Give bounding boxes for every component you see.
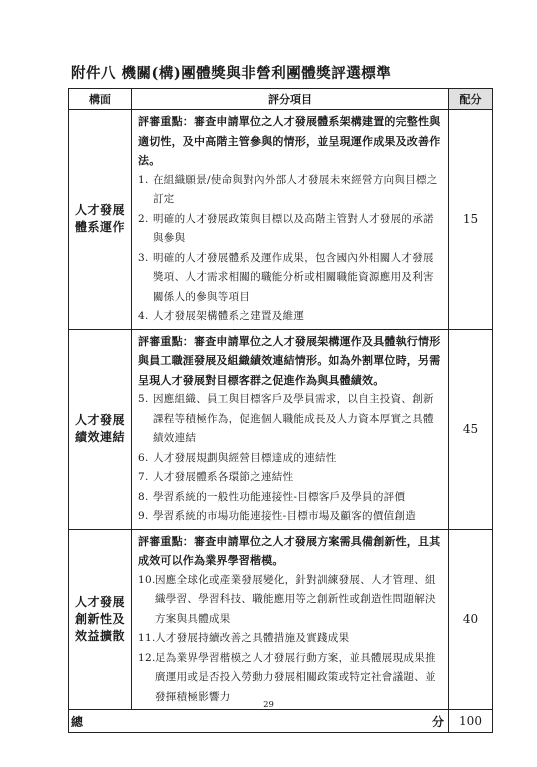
total-label-left: 總	[71, 715, 84, 729]
dimension-label: 人才發展體系運作	[75, 203, 126, 235]
item-number: 8.	[138, 490, 149, 503]
score-cell: 15	[449, 110, 493, 330]
item-text: 人才發展持續改善之具體措施及實踐成果	[155, 632, 350, 644]
item-number: 4.	[138, 310, 149, 322]
table-row	[69, 110, 493, 330]
table-row	[69, 529, 493, 710]
total-score: 100	[449, 710, 493, 733]
item-number: 9.	[138, 510, 149, 522]
review-focus: 評審重點：審查申請單位之人才發展體系架構建置的完整性與適切性，及中高階主管參與的情形，並呈現運作成果及改善作法。	[138, 115, 441, 167]
item-text: 人才發展架構體系之建置及維運	[153, 310, 305, 322]
item-number: 12.	[138, 651, 156, 664]
criteria-cell	[132, 329, 449, 529]
list-item	[138, 629, 443, 649]
list-item	[138, 390, 443, 449]
header-dimension: 構面	[69, 89, 132, 110]
list-item	[138, 649, 443, 708]
dimension-label: 人才發展創新性及效益擴散	[75, 594, 126, 643]
score-cell: 40	[449, 529, 493, 710]
criteria-table	[68, 88, 493, 733]
dimension-cell	[69, 329, 132, 529]
total-label-right: 分	[431, 715, 444, 729]
item-text: 在組織願景/使命與對內外部人才發展未來經營方向與目標之訂定	[153, 173, 438, 205]
item-number: 5.	[138, 393, 149, 405]
item-number: 6.	[138, 451, 149, 464]
criteria-cell	[132, 529, 449, 710]
dimension-cell	[69, 110, 132, 330]
list-item	[138, 210, 443, 249]
item-text: 足為業界學習楷模之人才發展行動方案，並具體展現成果推廣運用或是否投入勞動力發展相關政策或特定社會議題、並發揮積極影響力	[155, 651, 436, 703]
item-text: 學習系統的一般性功能連接性-目標客戶及學員的評價	[153, 490, 406, 503]
list-item	[138, 249, 443, 308]
item-text: 人才發展規劃與經營目標達成的連結性	[153, 451, 337, 464]
dimension-cell	[69, 529, 132, 710]
header-criteria: 評分項目	[132, 89, 449, 110]
criteria-cell	[132, 110, 449, 330]
item-number: 10.	[138, 573, 156, 586]
list-item	[138, 488, 443, 508]
item-number: 1.	[138, 173, 149, 186]
item-number: 2.	[138, 212, 149, 225]
table-header-row	[69, 89, 493, 110]
page-title: 附件八 機關(構)團體獎與非營利團體獎評選標準	[71, 65, 392, 82]
total-label-cell	[69, 710, 449, 733]
review-focus: 評審重點：審查申請單位之人才發展架構運作及具體執行情形與員工職涯發展及組織績效連結情形。如為外割單位時，另需呈現人才發展對目標客群之促進作為與具體績效。	[138, 334, 441, 387]
item-text: 因應全球化或產業發展變化，針對訓練發展、人才管理、組織學習、學習科技、職能應用等之創新性或創造性問題解決方案與具體成果	[155, 573, 436, 625]
header-score: 配分	[449, 89, 493, 110]
item-text: 人才發展體系各環節之連結性	[153, 471, 294, 483]
item-text: 明確的人才發展體系及運作成果，包含國內外相關人才發展獎項、人才需求相關的職能分析或相關職能資源應用及利害關係人的參與等項目	[153, 251, 434, 303]
list-item	[138, 571, 443, 630]
review-focus: 評審重點：審查申請單位之人才發展方案需具備創新性，且其成效可以作為業界學習楷模。	[138, 534, 441, 567]
list-item	[138, 307, 443, 327]
list-item	[138, 449, 443, 469]
item-text: 明確的人才發展政策與目標以及高階主管對人才發展的承諾與參與	[153, 212, 434, 244]
item-number: 11.	[138, 632, 156, 644]
list-item	[138, 507, 443, 527]
item-text: 因應組織、員工與目標客戶及學員需求，以自主投資、創新課程等積極作為，促進個人職能成長及人力資本厚實之具體績效連結	[153, 393, 434, 444]
item-text: 學習系統的市場功能連接性-目標市場及顧客的價值創造	[153, 510, 417, 522]
list-item	[138, 468, 443, 488]
item-number: 7.	[138, 471, 149, 483]
score-cell: 45	[449, 329, 493, 529]
dimension-label: 人才發展績效連結	[75, 413, 126, 444]
list-item	[138, 171, 443, 210]
item-number: 3.	[138, 251, 149, 264]
page-number: 29	[263, 700, 274, 710]
table-row	[69, 329, 493, 529]
total-row	[69, 710, 493, 733]
